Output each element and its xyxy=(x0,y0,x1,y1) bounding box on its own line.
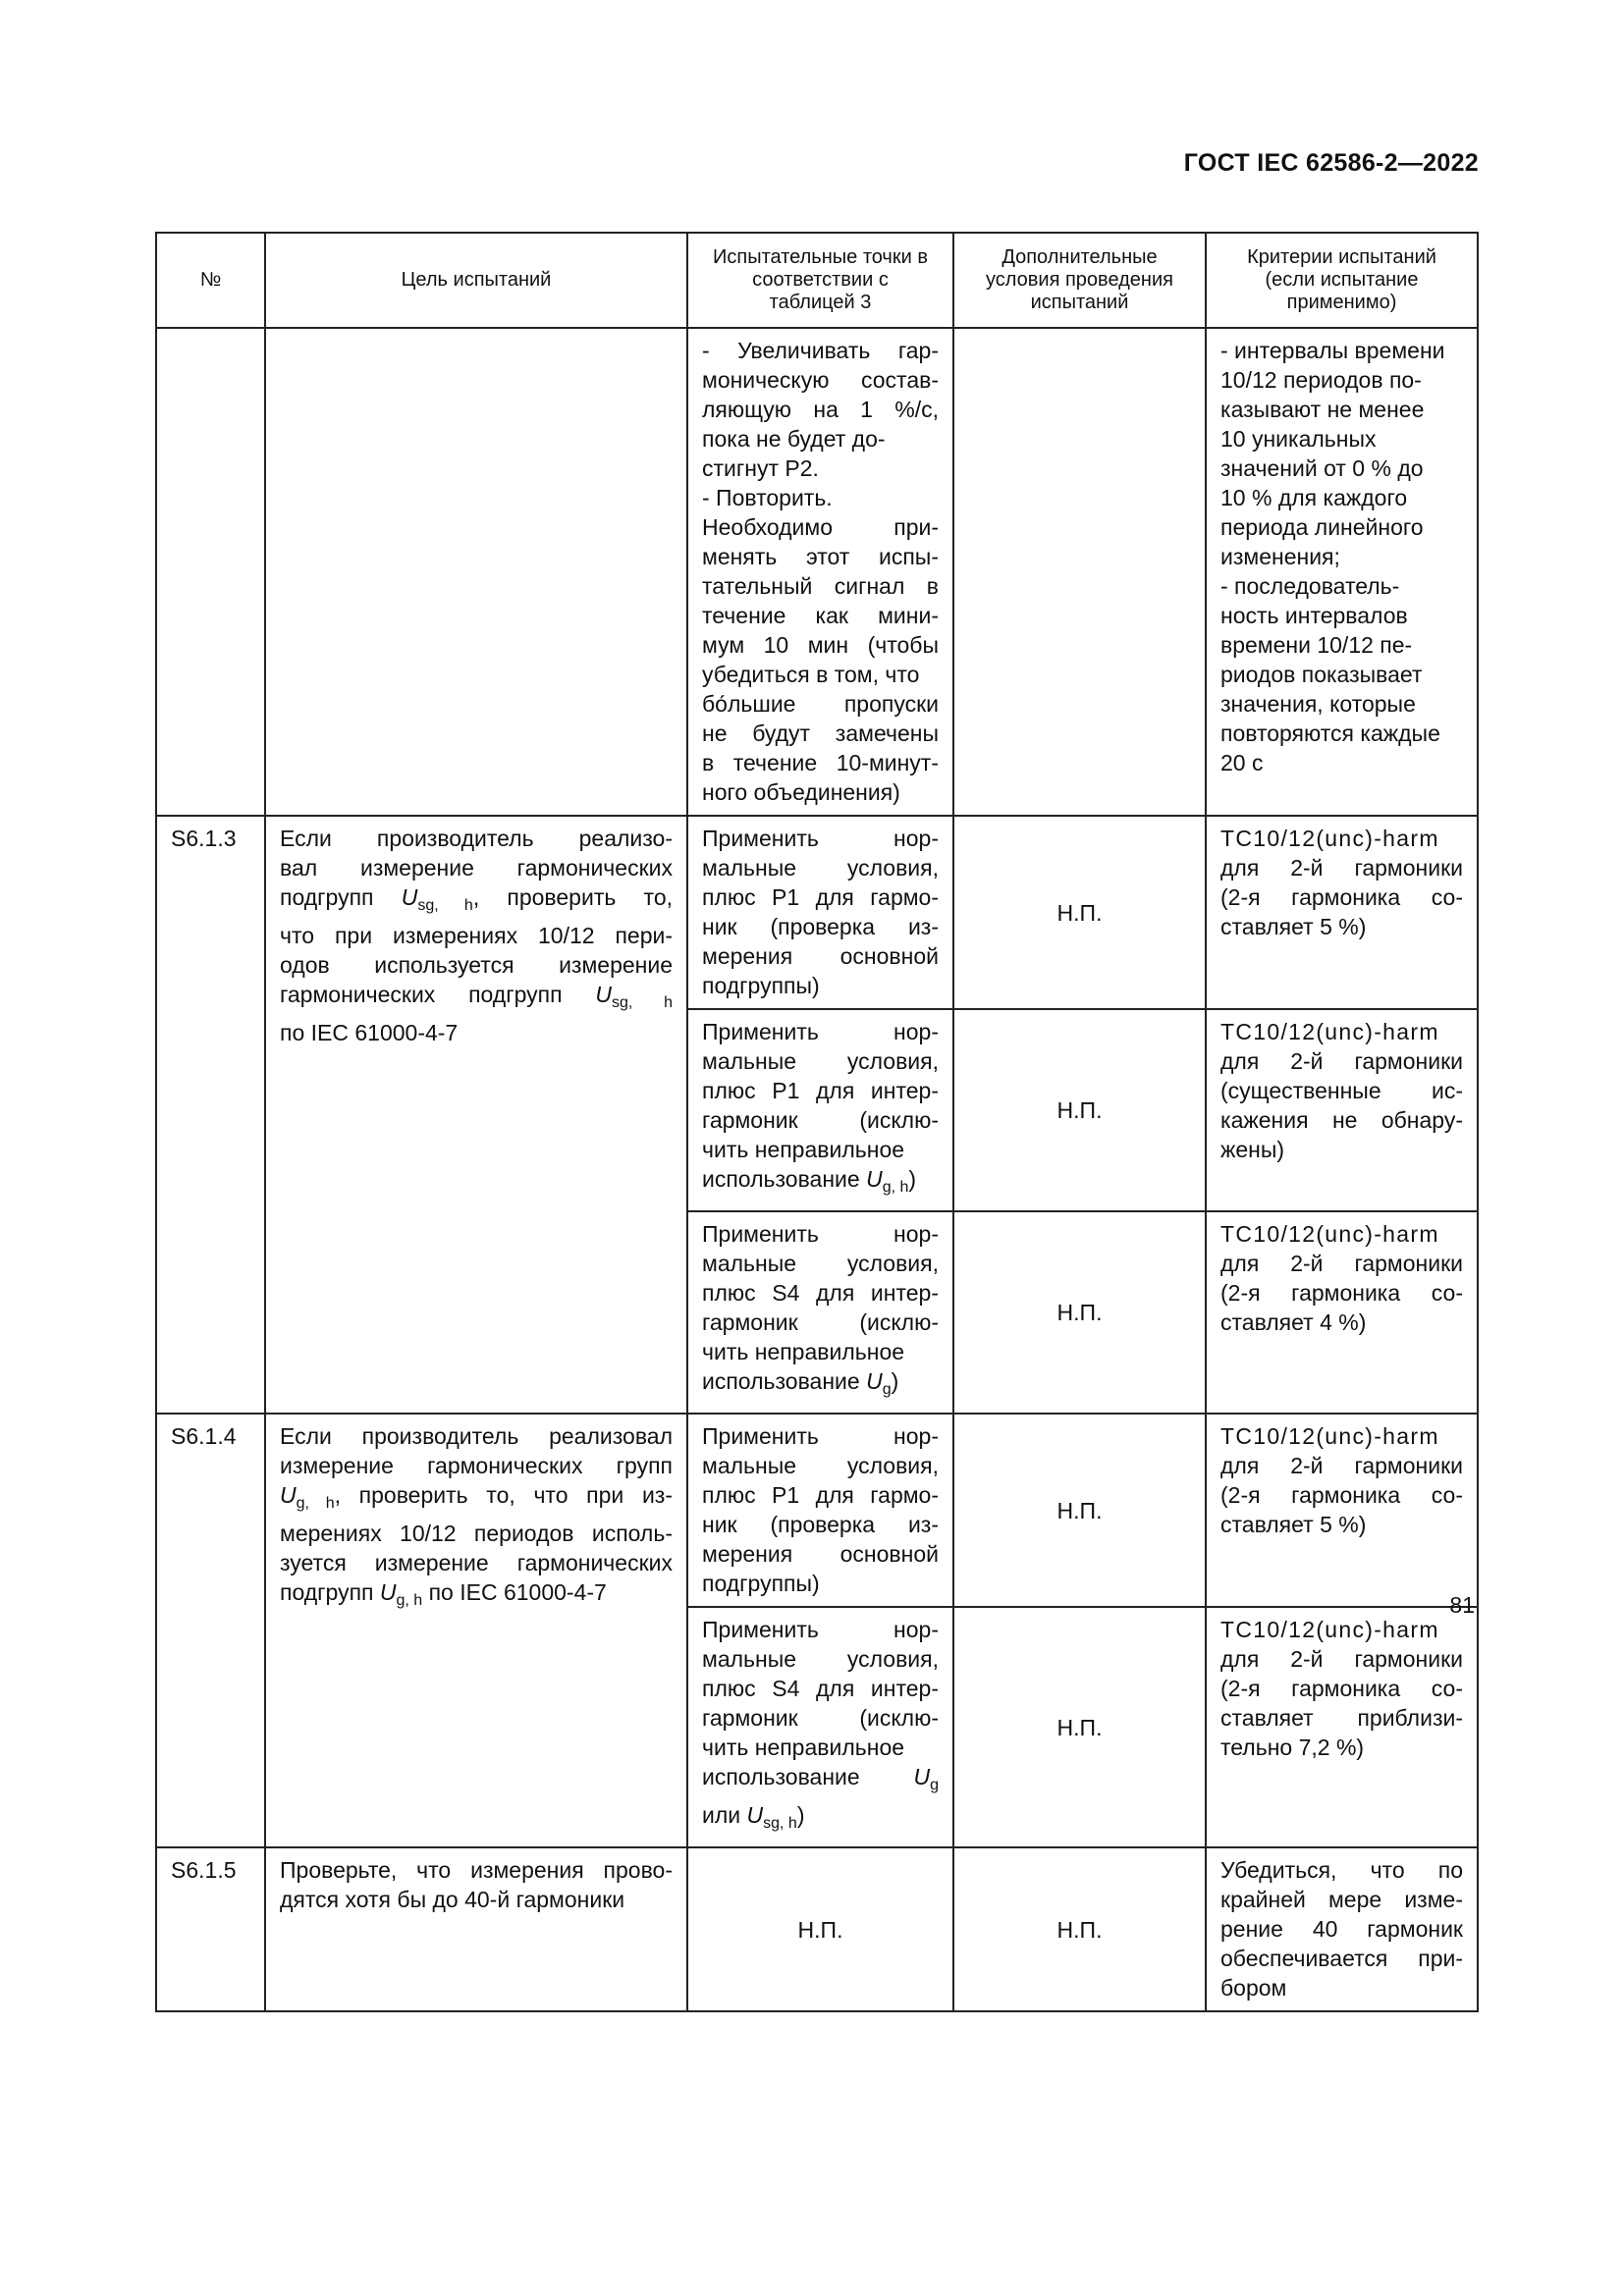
col-header-goal: Цель испытаний xyxy=(265,233,687,328)
text-line: ставляет 4 %) xyxy=(1220,1309,1367,1335)
text-line: казывают не менее xyxy=(1220,397,1425,422)
cell-criteria-s615 xyxy=(1206,1847,1478,2011)
text-line: ставляет 5 %) xyxy=(1220,1512,1367,1537)
text-line: крайней мере изме- xyxy=(1220,1887,1463,1912)
text-line: - Увеличивать гар- xyxy=(702,338,939,363)
text-line: (2-я гармоника со- xyxy=(1220,884,1463,910)
text-line: (2-я гармоника со- xyxy=(1220,1676,1463,1701)
text-line: для 2-й гармоники xyxy=(1220,855,1463,881)
text-line: TC10/12(unc)-harm xyxy=(1220,1019,1439,1044)
page-number: 81 xyxy=(1449,1592,1475,1618)
text-line: ляющую на 1 %/с, xyxy=(702,397,939,422)
text-line: TC10/12(unc)-harm xyxy=(1220,1617,1439,1642)
text-line: плюс P1 для гармо- xyxy=(702,884,939,910)
text-line: Применить нор- xyxy=(702,1617,939,1642)
cell-criteria-s613-3 xyxy=(1206,1211,1478,1414)
text-line: стигнут P2. xyxy=(702,455,819,481)
text-line: гармоник (исклю- xyxy=(702,1309,939,1335)
text-line: менять этот испы- xyxy=(702,544,939,569)
text-line: тельно 7,2 %) xyxy=(1220,1735,1365,1760)
text-line: ставляет приблизи- xyxy=(1220,1705,1463,1731)
text-line: Убедиться, что по xyxy=(1220,1857,1463,1883)
text-line: течение как мини- xyxy=(702,603,939,628)
cell-criteria-s613-2 xyxy=(1206,1009,1478,1211)
text-line: (существенные ис- xyxy=(1220,1078,1463,1103)
cell-number-s615: S6.1.5 xyxy=(156,1847,265,2011)
cell-conditions-empty xyxy=(953,328,1206,816)
cell-points-s613-2: Применить нор- мальные условия, плюс P1 для интер- гармоник (исклю- чить неправильное использование $U_{g, h}$) xyxy=(687,1009,953,1211)
text-line: обеспечивается при- xyxy=(1220,1946,1463,1971)
cell-points-s613-1 xyxy=(687,816,953,1009)
text-line: мерения основной xyxy=(702,943,939,969)
text-line: Проверьте, что измерения прово- xyxy=(280,1857,673,1883)
text-line: подгруппы) xyxy=(702,973,820,998)
text-line: моническую состав- xyxy=(702,367,939,393)
cell-conditions-s613-2: Н.П. xyxy=(953,1009,1206,1211)
cell-goal-s615 xyxy=(265,1847,687,2011)
text-line: (2-я гармоника со- xyxy=(1220,1280,1463,1306)
text-line: мальные условия, xyxy=(702,1646,939,1672)
text-line: в течение 10-минут- xyxy=(702,750,939,775)
text-line: значения, которые xyxy=(1220,691,1416,717)
text-line: значений от 0 % до xyxy=(1220,455,1424,481)
text-line: дятся хотя бы до 40-й гармоники xyxy=(280,1887,625,1912)
text-line: гармоник (исклю- xyxy=(702,1107,939,1133)
text-line: TC10/12(unc)-harm xyxy=(1220,1221,1439,1247)
cell-conditions-s613-3: Н.П. xyxy=(953,1211,1206,1414)
text-line: мальные условия, xyxy=(702,1251,939,1276)
text-line: мальные условия, xyxy=(702,855,939,881)
col-header-points: Испытательные точки в соответствии с таблицей 3 xyxy=(687,233,953,328)
cell-points-s614-1 xyxy=(687,1414,953,1607)
cell-points-s613-3: Применить нор- мальные условия, плюс S4 для интер- гармоник (исклю- чить неправильное использование $U_g$) xyxy=(687,1211,953,1414)
text-line: кажения не обнару- xyxy=(1220,1107,1463,1133)
test-table xyxy=(155,232,1479,2012)
text-line: периода линейного xyxy=(1220,514,1424,540)
text-line: - Повторить. xyxy=(702,485,833,510)
text-line: для 2-й гармоники xyxy=(1220,1453,1463,1478)
text-line: 10/12 периодов по- xyxy=(1220,367,1422,393)
col-header-conditions: Дополнительные условия проведения испытаний xyxy=(953,233,1206,328)
text-line: 10 уникальных xyxy=(1220,426,1377,452)
col-header-criteria: Критерии испытаний (если испытание применимо) xyxy=(1206,233,1478,328)
text-line: для 2-й гармоники xyxy=(1220,1048,1463,1074)
text-line: мальные условия, xyxy=(702,1453,939,1478)
text-line: тательный сигнал в xyxy=(702,573,939,599)
cell-conditions-s614-1: Н.П. xyxy=(953,1414,1206,1607)
text-line: жены) xyxy=(1220,1137,1285,1162)
text-line: бором xyxy=(1220,1975,1287,2001)
cell-points-s614-2: Применить нор- мальные условия, плюс S4 для интер- гармоник (исклю- чить неправильное использование $U_g$ или $U_{sg, h}$) xyxy=(687,1607,953,1847)
text-line: TC10/12(unc)-harm xyxy=(1220,1423,1439,1449)
text-line: 10 % для каждого xyxy=(1220,485,1408,510)
document-header: ГОСТ IEC 62586-2—2022 xyxy=(1183,149,1479,177)
text-line: подгруппы) xyxy=(702,1571,820,1596)
text-line: мум 10 мин (чтобы xyxy=(702,632,939,658)
table-header-row xyxy=(156,233,1478,328)
text-line: ного объединения) xyxy=(702,779,900,805)
text-line: мерения основной xyxy=(702,1541,939,1567)
cell-number-empty xyxy=(156,328,265,816)
text-line: Применить нор- xyxy=(702,1019,939,1044)
text-line: TC10/12(unc)-harm xyxy=(1220,826,1439,851)
text-line: чить неправильное xyxy=(702,1735,905,1760)
text-line: плюс P1 для гармо- xyxy=(702,1482,939,1508)
cell-criteria-s614-2 xyxy=(1206,1607,1478,1847)
cell-conditions-s615: Н.П. xyxy=(953,1847,1206,2011)
text-line: ность интервалов xyxy=(1220,603,1408,628)
cell-conditions-s613-1: Н.П. xyxy=(953,816,1206,1009)
text-line: рение 40 гармоник xyxy=(1220,1916,1463,1942)
text-line: времени 10/12 пе- xyxy=(1220,632,1413,658)
text-line: ставляет 5 %) xyxy=(1220,914,1367,939)
text-line: риодов показывает xyxy=(1220,662,1423,687)
text-line: Применить нор- xyxy=(702,1221,939,1247)
cell-number-s613: S6.1.3 xyxy=(156,816,265,1414)
text-line: чить неправильное xyxy=(702,1137,905,1162)
cell-criteria-s613-1 xyxy=(1206,816,1478,1009)
table-row-s614-1 xyxy=(156,1414,1478,1607)
table-row-s613-1 xyxy=(156,816,1478,1009)
text-line: чить неправильное xyxy=(702,1339,905,1364)
text-line: - интервалы времени xyxy=(1220,338,1445,363)
col-header-number: № xyxy=(156,233,265,328)
text-line: повторяются каждые xyxy=(1220,721,1440,746)
cell-criteria-s614-1 xyxy=(1206,1414,1478,1607)
table-row-s615 xyxy=(156,1847,1478,2011)
text-line: Применить нор- xyxy=(702,826,939,851)
text-line: изменения; xyxy=(1220,544,1340,569)
text-line: - последователь- xyxy=(1220,573,1400,599)
text-line: мальные условия, xyxy=(702,1048,939,1074)
text-line: Необходимо при- xyxy=(702,514,939,540)
cell-goal-empty xyxy=(265,328,687,816)
text-line: (2-я гармоника со- xyxy=(1220,1482,1463,1508)
text-line: ник (проверка из- xyxy=(702,914,939,939)
text-line: для 2-й гармоники xyxy=(1220,1646,1463,1672)
text-line: убедиться в том, что xyxy=(702,662,920,687)
cell-points-s615: Н.П. xyxy=(687,1847,953,2011)
table-row-continuation xyxy=(156,328,1478,816)
text-line: гармоник (исклю- xyxy=(702,1705,939,1731)
text-line: 20 с xyxy=(1220,750,1264,775)
cell-criteria-continuation xyxy=(1206,328,1478,816)
cell-points-continuation xyxy=(687,328,953,816)
text-line: для 2-й гармоники xyxy=(1220,1251,1463,1276)
text-line: плюс S4 для интер- xyxy=(702,1676,939,1701)
text-line: бо́льшие пропуски xyxy=(702,691,939,717)
text-line: пока не будет до- xyxy=(702,426,886,452)
text-line: плюс S4 для интер- xyxy=(702,1280,939,1306)
text-line: не будут замечены xyxy=(702,721,939,746)
cell-goal-s613: Если производитель реализо- вал измерение гармонических подгрупп $U_{sg, h}$, проверить то, что при измерениях 10/12 пери- одов используется измерение гармонических подгрупп $U_{sg, h}$ по IEC 61000-4-7 xyxy=(265,816,687,1414)
text-line: Применить нор- xyxy=(702,1423,939,1449)
text-line: ник (проверка из- xyxy=(702,1512,939,1537)
cell-conditions-s614-2: Н.П. xyxy=(953,1607,1206,1847)
cell-goal-s614: Если производитель реализовал измерение гармонических групп $U_{g, h}$, проверить то, что при из- мерениях 10/12 периодов исполь- зуется измерение гармонических подгрупп $U_{g, h}$ по IEC 61000-4-7 xyxy=(265,1414,687,1847)
cell-number-s614: S6.1.4 xyxy=(156,1414,265,1847)
text-line: плюс P1 для интер- xyxy=(702,1078,939,1103)
